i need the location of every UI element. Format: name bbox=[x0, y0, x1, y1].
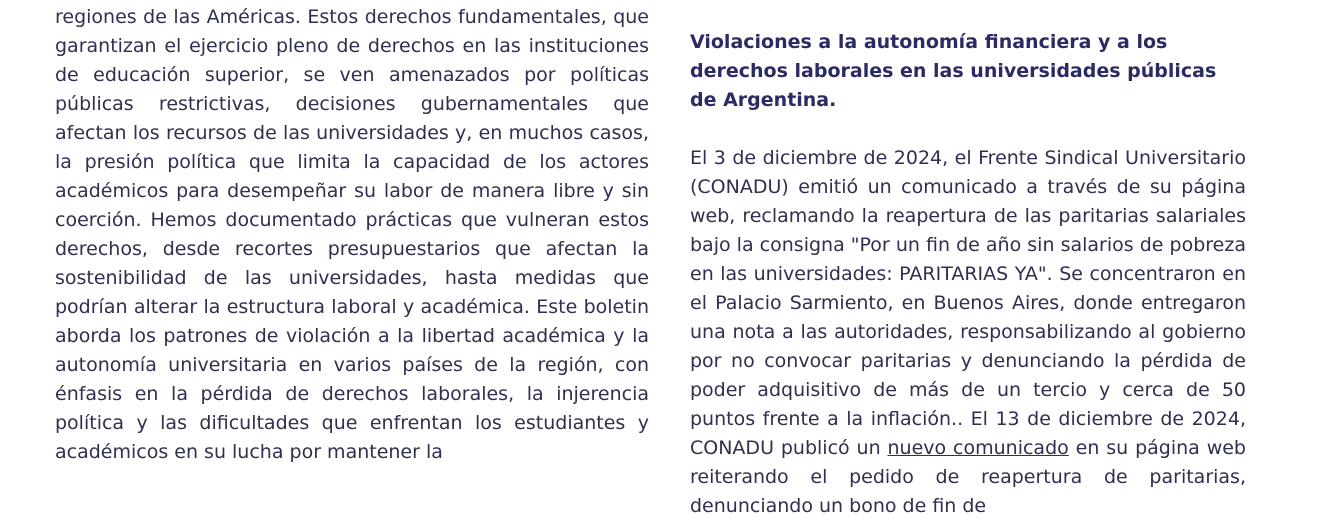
paragraph-text-before-link: El 3 de diciembre de 2024, el Frente Sindical Universitario (CONADU) emitió un comunicado a través de su página web, reclamando la reapertura de las paritarias salariales bajo la consigna "Por un fin de año sin salarios de pobreza en las universidades: PARITARIAS YA". Se concentraron en el Palacio Sarmiento, en Buenos Aires, donde entregaron una nota a las autoridades, responsabilizando al gobierno por no convocar paritarias y denunciando la pérdida de poder adquisitivo de más de un tercio y cerca de 50 puntos frente a la inflación.. El 13 de diciembre de 2024, CONADU publicó un bbox=[690, 147, 1246, 459]
nuevo-comunicado-link[interactable]: nuevo comunicado bbox=[887, 437, 1069, 459]
body-paragraph-left: regiones de las Américas. Estos derechos fundamentales, que garantizan el ejercicio pleno de derechos en las instituciones de educación superior, se ven amenazados por políticas públicas restrictivas, decisiones gubernamentales que afectan los recursos de las universidades y, en muchos casos, la presión política que limita la capacidad de los actores académicos para desempeñar su labor de manera libre y sin coerción. Hemos documentado prácticas que vulneran estos derechos, desde recortes presupuestarios que afectan la sostenibilidad de las universidades, hasta medidas que podrían alterar la estructura laboral y académica. Este boletin aborda los patrones de violación a la libertad académica y la autonomía universitaria en varios países de la región, con énfasis en la pérdida de derechos laborales, la injerencia política y las dificultades que enfrentan los estudiantes y académicos en su lucha por mantener la bbox=[55, 6, 649, 463]
paragraph-text-after-link: en su página web reiterando el pedido de reapertura de paritarias, denunciando un bono de fin de bbox=[690, 437, 1246, 517]
left-column bbox=[55, 3, 649, 467]
section-heading: Violaciones a la autonomía financiera y a los derechos laborales en las universidades públicas de Argentina. bbox=[690, 31, 1217, 111]
body-paragraph-right bbox=[690, 144, 1246, 521]
right-column bbox=[690, 28, 1246, 521]
